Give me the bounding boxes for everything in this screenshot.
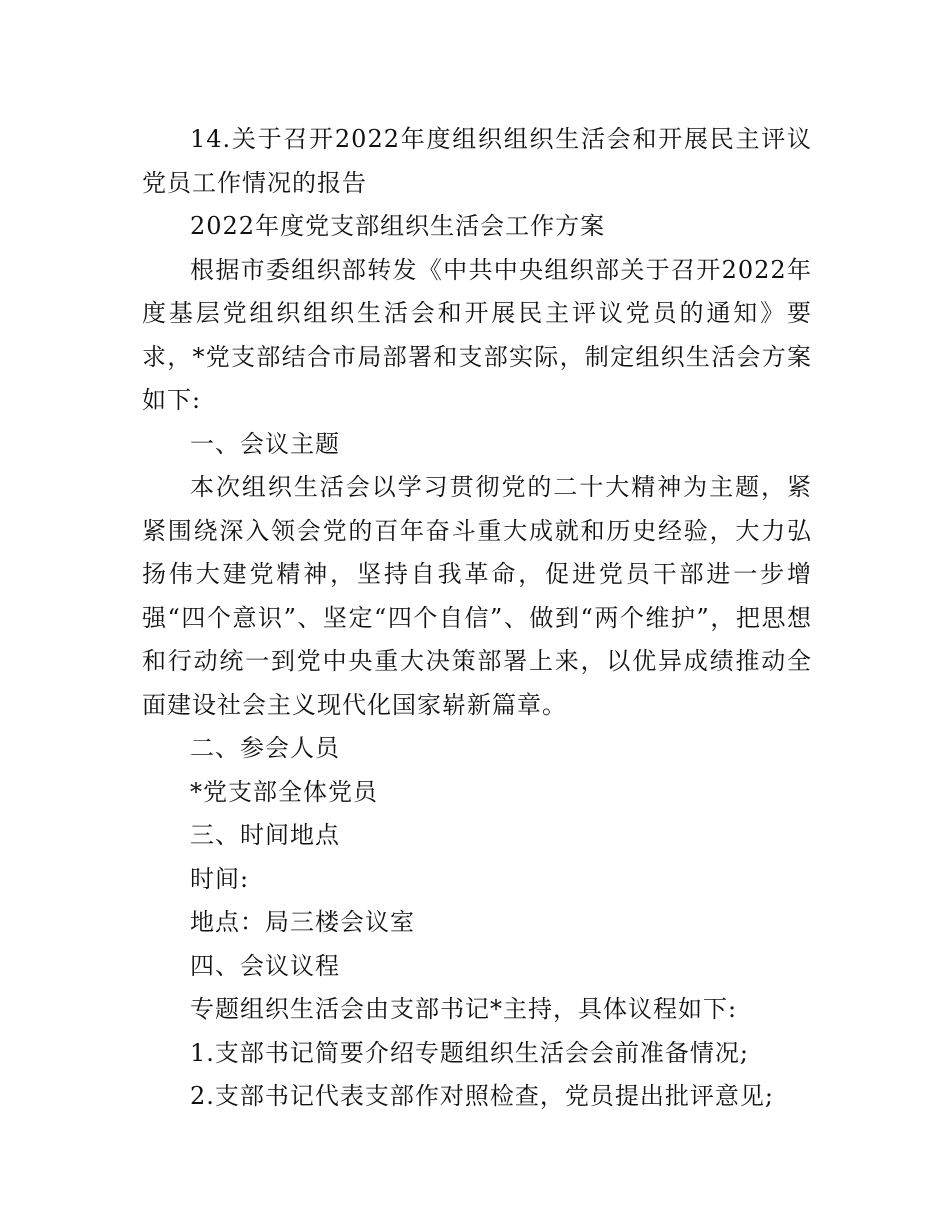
- section-heading-time-place: 三、时间地点: [190, 821, 340, 849]
- agenda-item-2: 2.支部书记代表支部作对照检查，党员提出批评意见;: [190, 1082, 774, 1110]
- section-heading-attendees: 二、参会人员: [190, 734, 340, 762]
- report-title: 14.关于召开2022年度组织组织生活会和开展民主评议党员工作情况的报告: [142, 125, 812, 197]
- intro-paragraph: 根据市委组织部转发《中共中央组织部关于召开2022年度基层党组织组织生活会和开展民主评议党员的通知》要求，*党支部结合市局部署和支部实际，制定组织生活会方案如下:: [142, 255, 812, 414]
- agenda-intro: 专题组织生活会由支部书记*主持，具体议程如下:: [190, 995, 738, 1023]
- place-line: 地点：局三楼会议室: [190, 908, 415, 936]
- theme-paragraph: 本次组织生活会以学习贯彻党的二十大精神为主题，紧紧围绕深入领会党的百年奋斗重大成就和历史经验，大力弘扬伟大建党精神，坚持自我革命，促进党员干部进一步增强“四个意识”、坚定“四个自信”、做到“两个维护”，把思想和行动统一到党中央重大决策部署上来，以优异成绩推动全面建设社会主义现代化国家崭新篇章。: [142, 473, 812, 719]
- attendees-paragraph: *党支部全体党员: [190, 777, 378, 806]
- time-line: 时间:: [190, 864, 250, 893]
- section-heading-theme: 一、会议主题: [190, 429, 340, 458]
- agenda-item-1: 1.支部书记简要介绍专题组织生活会会前准备情况;: [190, 1038, 749, 1067]
- document-page: [142, 118, 812, 1119]
- section-heading-agenda: 四、会议议程: [190, 951, 340, 980]
- plan-title: 2022年度党支部组织生活会工作方案: [190, 212, 606, 240]
